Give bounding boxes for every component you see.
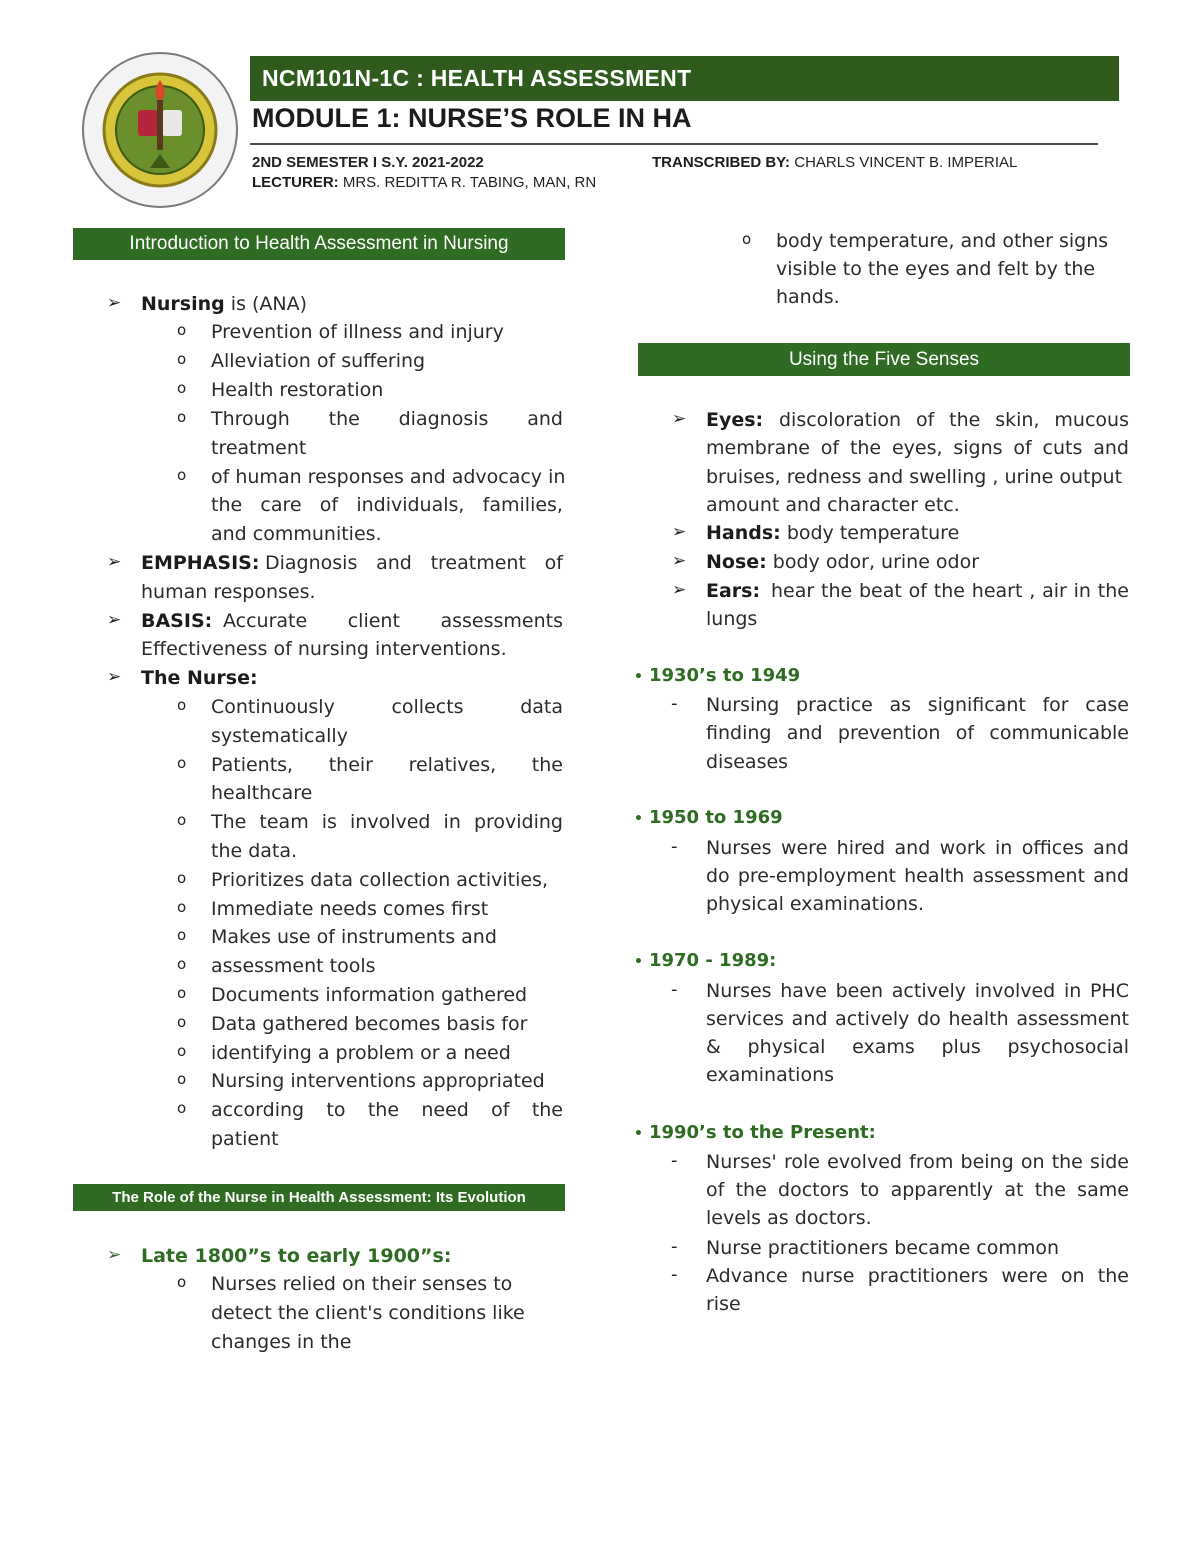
word: at (1004, 1179, 1024, 1201)
list-item-cont: changes in the (211, 1331, 352, 1353)
nursing-definition (141, 290, 307, 318)
list-item (211, 405, 563, 433)
word: on (1020, 1151, 1045, 1173)
list-item (211, 693, 563, 721)
word: been (835, 980, 884, 1002)
word: being (960, 1151, 1014, 1173)
word: were (1001, 1265, 1048, 1287)
word: Patients, (211, 754, 294, 776)
word: and (1093, 865, 1129, 887)
word: heart (971, 580, 1023, 602)
word: beat (859, 580, 902, 602)
word: the (1051, 1151, 1083, 1173)
word: do (917, 1008, 941, 1030)
section-header-intro: Introduction to Health Assessment in Nursing (73, 228, 565, 260)
nose-term: Nose: (706, 551, 767, 573)
word: exams (852, 1036, 915, 1058)
era-text-cont: examinations (706, 1064, 835, 1086)
word: to (860, 1179, 880, 1201)
word: and (1093, 837, 1129, 859)
arrow-bullet-icon: ➢ (672, 522, 687, 542)
word: evolved (827, 1151, 902, 1173)
word: in (443, 811, 461, 833)
word: doctors (778, 1179, 849, 1201)
list-item-cont: visible to the eyes and felt by the (776, 258, 1096, 280)
era-text (706, 1148, 1129, 1176)
word: health (904, 865, 965, 887)
dash-bullet-icon: - (671, 1150, 678, 1171)
circle-bullet-icon: o (177, 754, 187, 772)
emphasis-text (265, 549, 563, 577)
word: do (706, 865, 730, 887)
era-text-cont (706, 862, 1129, 890)
list-item: of human responses and advocacy in (211, 466, 566, 488)
late-1800s-heading: Late 1800”s to early 1900”s: (141, 1245, 452, 1267)
word: from (909, 1151, 954, 1173)
the-nurse-term: The Nurse: (141, 667, 258, 689)
eyes-cont: amount and character etc. (706, 494, 960, 516)
word: Accurate (223, 610, 308, 632)
era-text-cont: physical examinations. (706, 893, 924, 915)
word: and (791, 1008, 828, 1030)
word: team (259, 811, 309, 833)
era-title: 1970 - 1989: (648, 950, 777, 971)
word: of (820, 437, 840, 459)
word: membrane (706, 437, 810, 459)
era-text: Nurse practitioners became common (706, 1237, 1060, 1259)
header-divider (250, 143, 1098, 145)
word: of (955, 722, 975, 744)
word: of (1013, 437, 1032, 459)
word: actively (835, 1008, 910, 1030)
word: hear (771, 580, 815, 602)
word: pre-employment (737, 865, 896, 887)
word: actively (891, 980, 967, 1002)
word: Advance (706, 1265, 788, 1287)
word: The (211, 811, 247, 833)
word: services (706, 1008, 784, 1030)
word: Nursing (706, 694, 780, 716)
list-item-cont: the data. (211, 840, 298, 862)
lecturer-label: LECTURER: (252, 174, 339, 191)
word: for (1042, 694, 1069, 716)
arrow-bullet-icon: ➢ (107, 610, 122, 630)
word: on (1060, 1265, 1085, 1287)
word: need (421, 1099, 469, 1121)
list-item: assessment tools (211, 955, 376, 977)
list-item: Nursing interventions appropriated (211, 1070, 545, 1092)
transcriber-label: TRANSCRIBED BY: (652, 154, 791, 171)
nose-text: body odor, urine odor (772, 551, 980, 573)
word: and (786, 722, 823, 744)
ears-term: Ears: (706, 580, 761, 602)
emphasis-term: EMPHASIS: (141, 552, 260, 574)
era-text (706, 691, 1129, 719)
semester-line: 2ND SEMESTER I S.Y. 2021-2022 (252, 154, 484, 171)
word: were (780, 837, 828, 859)
transcriber-name: CHARLS VINCENT B. IMPERIAL (794, 154, 1018, 171)
list-item: body temperature, and other signs (776, 230, 1109, 252)
dot-bullet-icon: • (634, 954, 643, 970)
word: in (995, 837, 1013, 859)
list-item: Health restoration (211, 379, 384, 401)
basis-cont: Effectiveness of nursing interventions. (141, 638, 507, 660)
eyes-text (779, 406, 1129, 434)
word: Nurses (706, 837, 772, 859)
word: hired (836, 837, 886, 859)
era-text-cont: rise (706, 1293, 741, 1315)
word: data (520, 696, 563, 718)
era-text-cont: diseases (706, 751, 789, 773)
word: of (319, 494, 339, 516)
circle-bullet-icon: o (742, 230, 752, 248)
word: of (908, 580, 927, 602)
word: Nurses' (706, 1151, 777, 1173)
section-header-role: The Role of the Nurse in Health Assessment: Its Evolution (73, 1184, 565, 1211)
word: , (1029, 580, 1036, 602)
eyes-term: Eyes: (706, 409, 764, 431)
list-item (211, 751, 563, 779)
word: collects (391, 696, 464, 718)
list-item: Prevention of illness and injury (211, 321, 504, 343)
circle-bullet-icon: o (177, 869, 187, 887)
word: Continuously (211, 696, 335, 718)
nursing-term: Nursing (141, 293, 225, 315)
list-item (211, 808, 563, 836)
circle-bullet-icon: o (177, 350, 187, 368)
era-text-cont (706, 719, 1129, 747)
circle-bullet-icon: o (177, 466, 187, 484)
era-heading-1930s (634, 662, 800, 691)
hands-text: body temperature (786, 522, 960, 544)
circle-bullet-icon: o (177, 321, 187, 339)
word: significant (927, 694, 1026, 716)
arrow-bullet-icon: ➢ (107, 1245, 122, 1265)
list-item: Makes use of instruments and (211, 926, 497, 948)
word: same (1077, 1179, 1129, 1201)
nose-line (706, 548, 979, 576)
word: families, (482, 494, 563, 516)
emphasis-cont: human responses. (141, 581, 316, 603)
word: offices (1021, 837, 1084, 859)
arrow-bullet-icon: ➢ (107, 293, 122, 313)
circle-bullet-icon: o (177, 898, 187, 916)
arrow-bullet-icon: ➢ (107, 552, 122, 572)
list-item: Alleviation of suffering (211, 350, 426, 372)
word: prevention (837, 722, 941, 744)
word: according (211, 1099, 305, 1121)
dash-bullet-icon: - (671, 979, 678, 1000)
eyes-cont (706, 434, 1129, 462)
word: of (544, 552, 563, 574)
word: practitioners (867, 1265, 989, 1287)
list-item-cont: and communities. (211, 523, 382, 545)
circle-bullet-icon: o (177, 1013, 187, 1031)
circle-bullet-icon: o (177, 1099, 187, 1117)
word: Nurses (706, 980, 772, 1002)
word: as (889, 694, 912, 716)
word: relatives, (408, 754, 497, 776)
word: and (376, 552, 412, 574)
circle-bullet-icon: o (177, 926, 187, 944)
word: eyes, (891, 437, 943, 459)
list-item: Documents information gathered (211, 984, 528, 1006)
dash-bullet-icon: - (671, 1264, 678, 1285)
arrow-bullet-icon: ➢ (672, 580, 687, 600)
word: the (1034, 1179, 1066, 1201)
list-item-cont: hands. (776, 286, 840, 308)
ears-line (706, 577, 1129, 605)
era-text-cont (706, 1176, 1129, 1204)
list-item-cont: treatment (211, 437, 307, 459)
transcriber-line (652, 154, 1017, 171)
era-text (706, 977, 1129, 1005)
dash-bullet-icon: - (671, 1236, 678, 1257)
hands-line (706, 519, 959, 547)
word: of (491, 1099, 510, 1121)
circle-bullet-icon: o (177, 696, 187, 714)
emphasis-line (141, 549, 563, 577)
word: finding (706, 722, 772, 744)
lecturer-name: MRS. REDITTA R. TABING, MAN, RN (342, 174, 597, 191)
word: and (894, 837, 931, 859)
word: & (706, 1036, 721, 1058)
eyes-line (706, 406, 1129, 434)
word: individuals, (356, 494, 465, 516)
list-item-cont (211, 491, 563, 519)
word: PHC (1089, 980, 1129, 1002)
word: the (821, 580, 853, 602)
word: plus (941, 1036, 981, 1058)
era-title: 1950 to 1969 (648, 807, 783, 828)
module-title: MODULE 1: NURSE’S ROLE IN HA (252, 103, 692, 133)
word: work (939, 837, 986, 859)
circle-bullet-icon: o (177, 1273, 187, 1291)
word: their (328, 754, 373, 776)
list-item: Data gathered becomes basis for (211, 1013, 528, 1035)
word: health (948, 1008, 1009, 1030)
arrow-bullet-icon: ➢ (672, 551, 687, 571)
lecturer-line (252, 174, 596, 191)
word: is (321, 811, 337, 833)
nursing-rest: is (ANA) (230, 293, 308, 315)
era-title: 1930’s to 1949 (648, 665, 801, 686)
dash-bullet-icon: - (671, 836, 678, 857)
arrow-bullet-icon: ➢ (672, 409, 687, 429)
word: side (1090, 1151, 1129, 1173)
word: Through (211, 408, 290, 430)
basis-line (141, 607, 563, 635)
arrow-bullet-icon: ➢ (107, 667, 122, 687)
list-item-cont: systematically (211, 725, 348, 747)
word: discoloration (779, 409, 902, 431)
word: have (780, 980, 827, 1002)
ears-cont: lungs (706, 608, 758, 630)
word: case (1085, 694, 1129, 716)
ears-text (771, 577, 1129, 605)
word: assessments (440, 610, 563, 632)
word: of (706, 1179, 725, 1201)
circle-bullet-icon: o (177, 984, 187, 1002)
word: the (933, 580, 965, 602)
word: skin, (995, 409, 1040, 431)
dash-bullet-icon: - (671, 693, 678, 714)
word: role (783, 1151, 820, 1173)
list-item: Nurses relied on their senses to (211, 1273, 513, 1295)
circle-bullet-icon: o (177, 1042, 187, 1060)
list-item: Prioritizes data collection activities, (211, 869, 548, 891)
word: assessment (1016, 1008, 1129, 1030)
circle-bullet-icon: o (177, 811, 187, 829)
word: involved (974, 980, 1056, 1002)
era-heading-1990s (634, 1119, 876, 1148)
list-item: identifying a problem or a need (211, 1042, 511, 1064)
word: the (211, 494, 243, 516)
word: the (1097, 580, 1129, 602)
era-text-cont: levels as doctors. (706, 1207, 872, 1229)
basis-text (223, 607, 563, 635)
word: the (531, 754, 563, 776)
word: care (260, 494, 302, 516)
dot-bullet-icon: • (634, 811, 643, 827)
circle-bullet-icon: o (177, 379, 187, 397)
word: the (328, 408, 360, 430)
word: the (367, 1099, 400, 1121)
word: air (1042, 580, 1067, 602)
era-text-cont (706, 1033, 1129, 1061)
word: psychosocial (1007, 1036, 1129, 1058)
word: nurse (801, 1265, 855, 1287)
word: providing (473, 811, 563, 833)
basis-term: BASIS: (141, 610, 213, 632)
word: physical (747, 1036, 826, 1058)
section-header-senses: Using the Five Senses (638, 343, 1130, 376)
word: practice (796, 694, 873, 716)
hands-term: Hands: (706, 522, 781, 544)
era-text (706, 1262, 1129, 1290)
word: client (347, 610, 400, 632)
list-item-cont: healthcare (211, 782, 313, 804)
word: in (1063, 980, 1082, 1002)
course-title-bar: NCM101N-1C : HEALTH ASSESSMENT (250, 56, 1119, 101)
word: apparently (890, 1179, 994, 1201)
word: the (849, 437, 882, 459)
word: mucous (1054, 409, 1129, 431)
list-item: Immediate needs comes first (211, 898, 489, 920)
word: and (527, 408, 563, 430)
era-text (706, 834, 1129, 862)
word: communicable (989, 722, 1129, 744)
word: and (1093, 437, 1129, 459)
the-nurse-heading (141, 664, 258, 692)
dot-bullet-icon: • (634, 1126, 643, 1142)
word: to (326, 1099, 346, 1121)
dot-bullet-icon: • (634, 669, 643, 685)
era-heading-1970 (634, 947, 776, 976)
era-heading-1950 (634, 804, 783, 833)
university-seal-logo (80, 50, 240, 210)
era-title: 1990’s to the Present: (648, 1122, 876, 1143)
circle-bullet-icon: o (177, 1070, 187, 1088)
era-text-cont (706, 1005, 1129, 1033)
word: of (915, 409, 935, 431)
word: diagnosis (398, 408, 489, 430)
word: treatment (430, 552, 526, 574)
word: cuts (1042, 437, 1083, 459)
list-item-cont: detect the client's conditions like (211, 1302, 525, 1324)
word: the (531, 1099, 563, 1121)
word: the (1097, 1265, 1129, 1287)
word: in (1073, 580, 1091, 602)
word: the (949, 409, 981, 431)
circle-bullet-icon: o (177, 408, 187, 426)
list-item-cont: patient (211, 1128, 279, 1150)
list-item (211, 1096, 563, 1124)
word: the (735, 1179, 767, 1201)
eyes-cont: bruises, redness and swelling , urine output (706, 466, 1123, 488)
word: Diagnosis (265, 552, 358, 574)
word: signs (953, 437, 1003, 459)
word: assessment (972, 865, 1086, 887)
word: involved (350, 811, 431, 833)
circle-bullet-icon: o (177, 955, 187, 973)
